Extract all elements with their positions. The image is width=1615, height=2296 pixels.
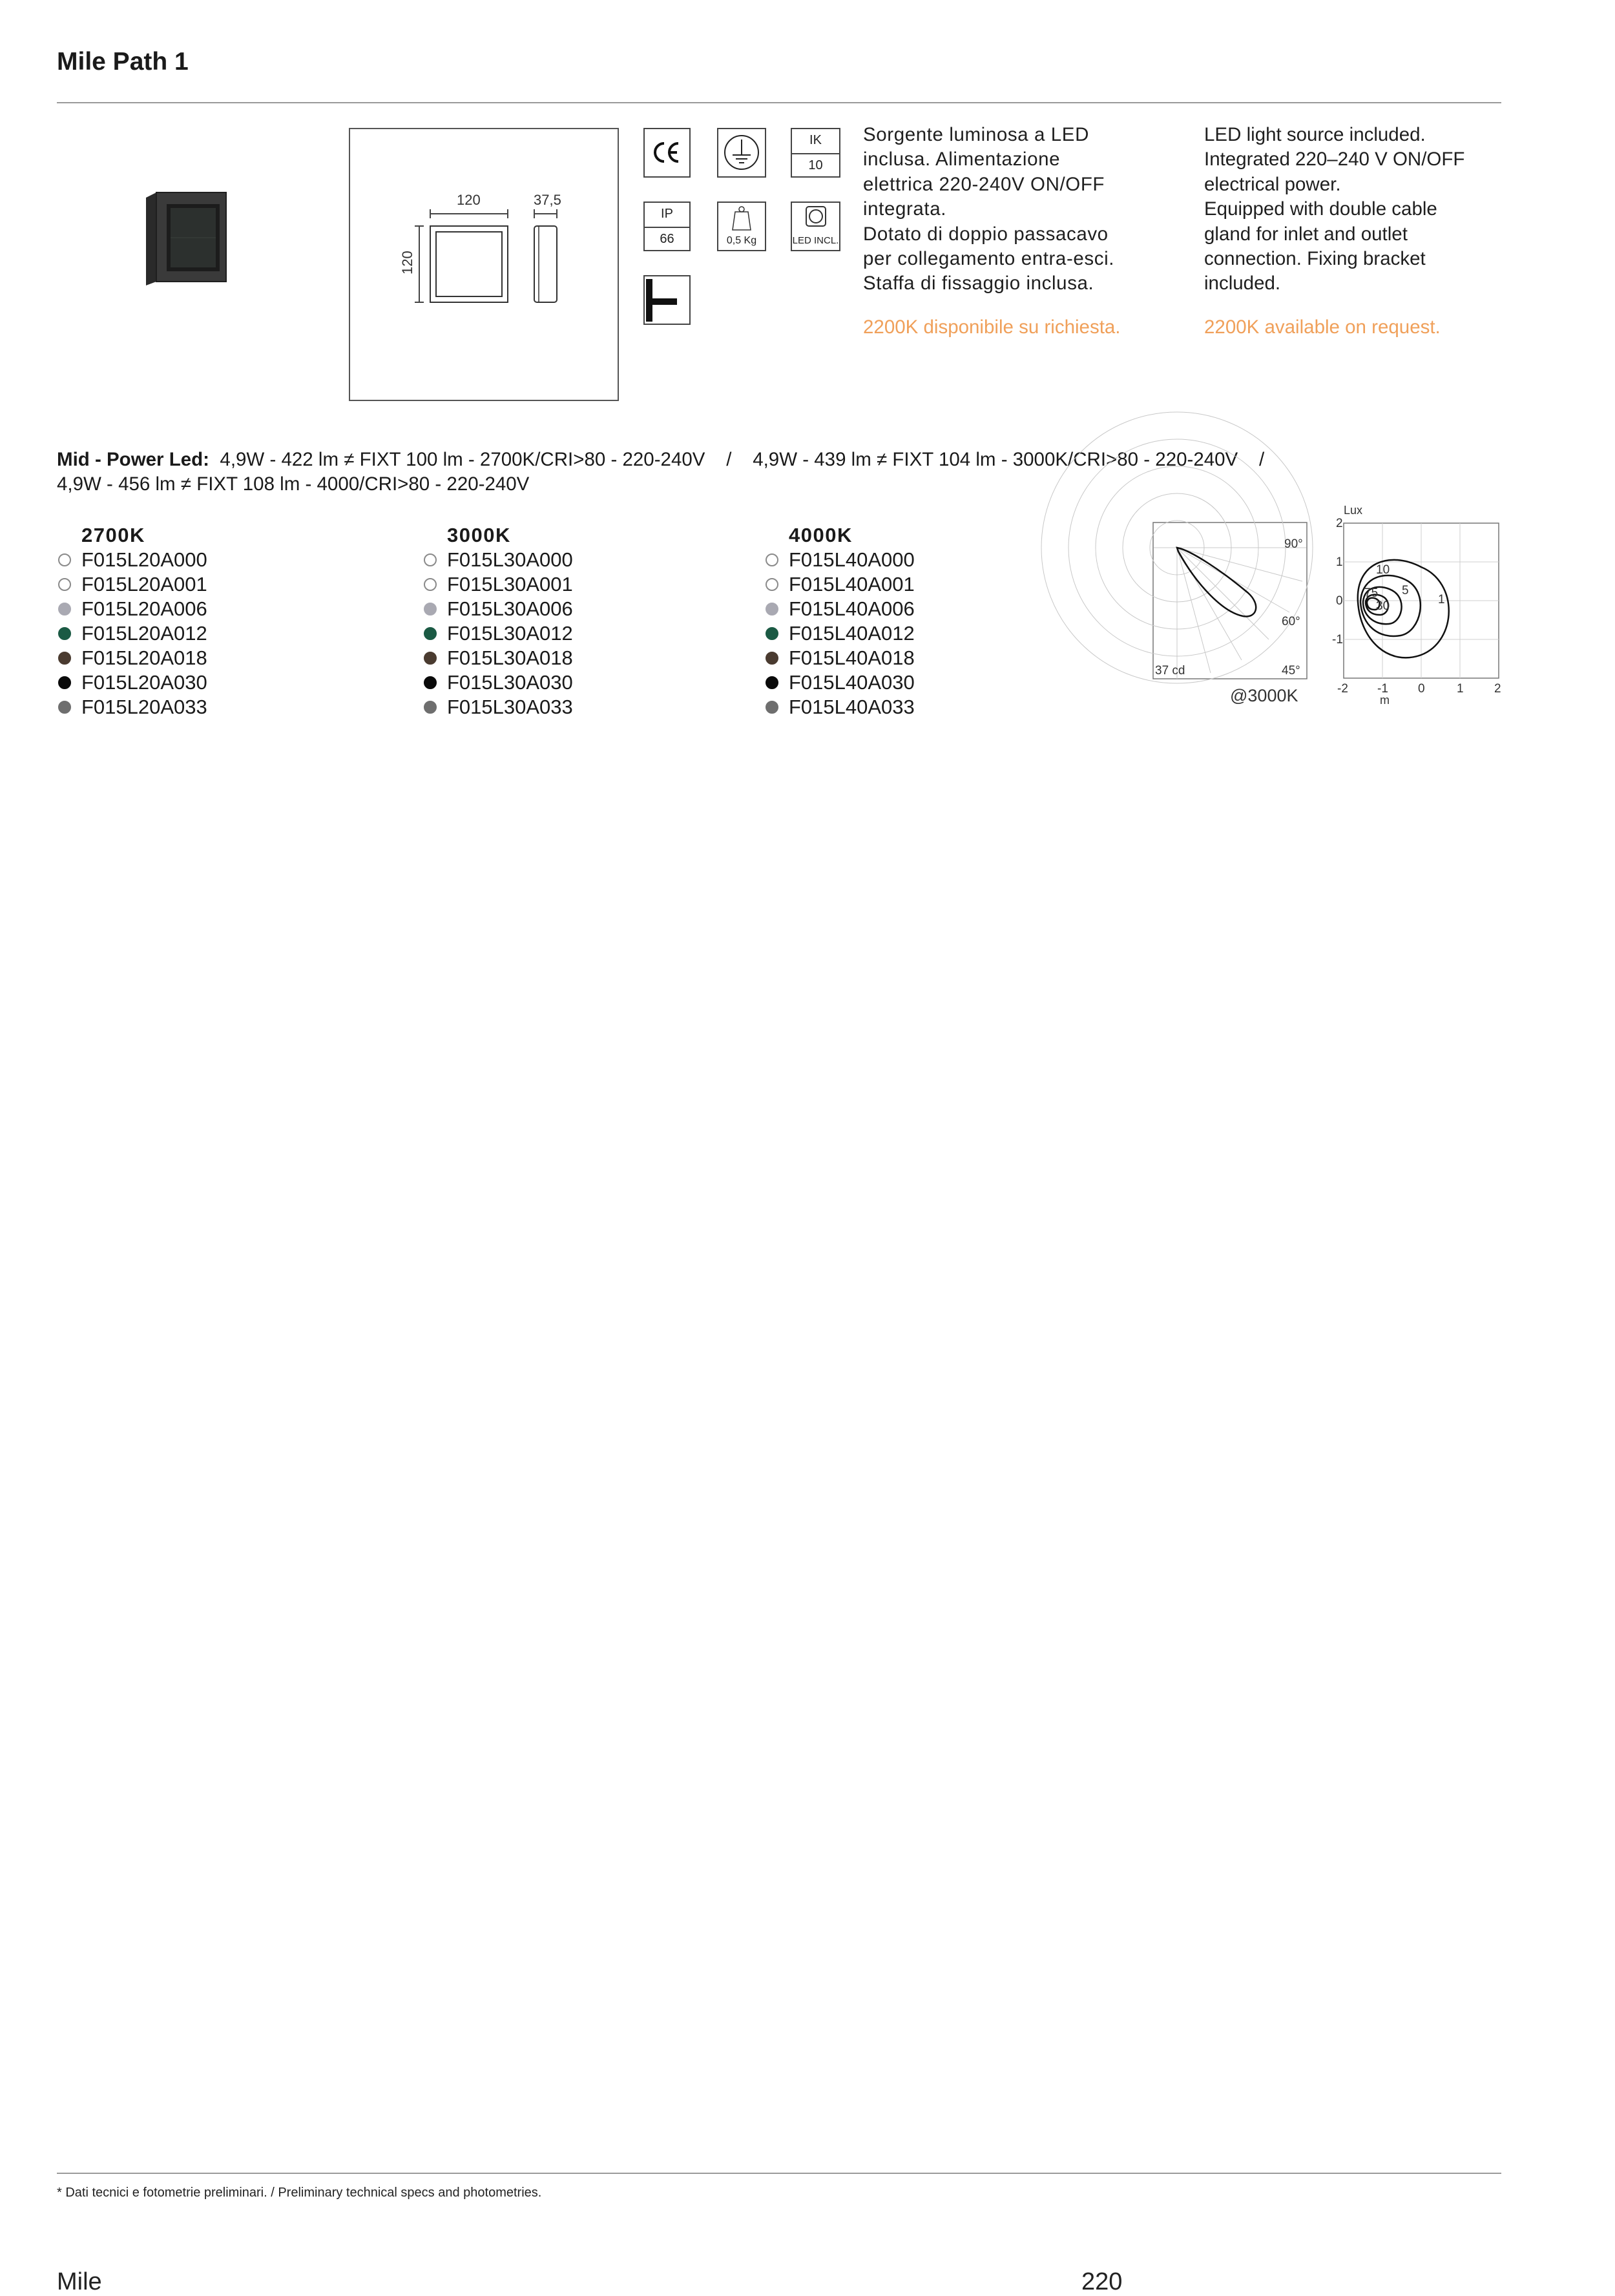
led-incl-label: LED INCL. (792, 235, 839, 246)
variant-row (58, 670, 207, 695)
depth-dimension-label: 37,5 (534, 192, 561, 208)
description-line: elettrica 220-240V ON/OFF (863, 173, 1105, 195)
variant-row (424, 572, 573, 597)
description-english (1204, 123, 1464, 296)
description-line: Dotato di doppio passacavo (863, 223, 1109, 245)
description-line: Sorgente luminosa a LED (863, 124, 1089, 145)
variant-code: F015L20A006 (81, 597, 207, 620)
page-number: 220 (1081, 2268, 1123, 2295)
width-dimension-label: 120 (457, 192, 481, 208)
cct-heading: 3000K (447, 524, 511, 546)
finish-swatch-icon (58, 652, 71, 665)
variant-code: F015L20A012 (81, 622, 207, 645)
variant-code: F015L40A018 (789, 646, 915, 669)
x-tick-label: 0 (1418, 682, 1425, 696)
x-tick-label: -2 (1337, 682, 1348, 696)
finish-swatch-icon (58, 676, 71, 689)
variant-code: F015L30A033 (447, 696, 573, 718)
variant-column-2700k (58, 523, 207, 719)
variant-code: F015L30A030 (447, 671, 573, 694)
lux-unit-label: Lux (1344, 504, 1363, 517)
isolux-chart (1324, 505, 1505, 705)
variant-row (424, 646, 573, 670)
variant-code: F015L40A006 (789, 597, 915, 620)
power-specs (57, 448, 1264, 497)
description-line: Integrated 220–240 V ON/OFF (1204, 149, 1465, 171)
variant-code: F015L20A000 (81, 548, 207, 571)
variant-row (424, 670, 573, 695)
description-line: gland for inlet and outlet (1204, 223, 1408, 245)
footer-product-name: Mile (57, 2268, 102, 2295)
variant-code: F015L20A018 (81, 646, 207, 669)
finish-swatch-icon (58, 553, 71, 566)
description-line: integrata. (863, 198, 946, 220)
height-dimension-label: 120 (399, 251, 415, 274)
chart-caption: @3000K (1230, 686, 1298, 705)
ce-mark-icon (643, 128, 691, 178)
y-tick-label: 0 (1336, 594, 1343, 608)
finish-swatch-icon (424, 578, 437, 591)
description-line: LED light source included. (1204, 124, 1426, 145)
variant-code: F015L20A033 (81, 696, 207, 718)
variant-code: F015L40A030 (789, 671, 915, 694)
variant-row (766, 597, 915, 621)
y-tick-label: -1 (1332, 633, 1343, 646)
variant-column-3000k (424, 523, 573, 719)
description-line: inclusa. Alimentazione (863, 149, 1061, 171)
variant-row (58, 695, 207, 719)
finish-swatch-icon (424, 701, 437, 714)
wall-mount-icon (643, 275, 691, 325)
description-line: electrical power. (1204, 173, 1341, 195)
specs-line-1: 4,9W - 422 lm ≠ FIXT 100 lm - 2700K/CRI>80 - 220-240V / 4,9W - 439 lm ≠ FIXT 104 lm - 3000K/CRI>80 - 220-240V / (220, 449, 1265, 470)
x-tick-label: -1 (1377, 682, 1388, 696)
finish-swatch-icon (766, 701, 778, 714)
weight-label: 0,5 Kg (726, 235, 757, 246)
variant-code: F015L30A012 (447, 622, 573, 645)
variant-row (766, 695, 915, 719)
variant-code: F015L30A001 (447, 573, 573, 595)
specs-label: Mid - Power Led: (57, 449, 209, 470)
availability-note-english: 2200K available on request. (1204, 316, 1441, 338)
cct-heading: 4000K (789, 524, 853, 546)
finish-swatch-icon (424, 676, 437, 689)
x-tick-label: 1 (1457, 682, 1464, 696)
x-unit-label: m (1380, 694, 1390, 707)
intensity-label: 37 cd (1155, 664, 1185, 677)
variant-code: F015L40A001 (789, 573, 915, 595)
ip-rating-icon (643, 202, 691, 251)
polar-distribution-chart (1152, 522, 1308, 709)
ik-label: IK (809, 133, 822, 147)
finish-swatch-icon (424, 627, 437, 640)
variant-code: F015L40A033 (789, 696, 915, 718)
earth-ground-icon (717, 128, 766, 178)
variant-row (766, 621, 915, 646)
contour-label: 1 (1438, 593, 1445, 606)
finish-swatch-icon (58, 627, 71, 640)
variant-row (424, 695, 573, 719)
description-line: included. (1204, 273, 1281, 295)
variant-row (766, 548, 915, 572)
product-image (143, 191, 227, 287)
variant-row (766, 646, 915, 670)
finish-swatch-icon (58, 701, 71, 714)
finish-swatch-icon (766, 652, 778, 665)
finish-swatch-icon (766, 676, 778, 689)
angle-90-label: 90° (1284, 537, 1303, 551)
finish-swatch-icon (766, 627, 778, 640)
page-title: Mile Path 1 (57, 48, 189, 76)
led-included-icon (791, 202, 840, 251)
technical-drawing (349, 128, 619, 401)
variant-row (58, 646, 207, 670)
ik-rating-icon (791, 128, 840, 178)
description-line: per collegamento entra-esci. (863, 248, 1115, 270)
variant-row (58, 597, 207, 621)
weight-icon (717, 202, 766, 251)
variant-row (424, 621, 573, 646)
specs-line-2: 4,9W - 456 lm ≠ FIXT 108 lm - 4000/CRI>80 - 220-240V (57, 473, 530, 495)
finish-swatch-icon (424, 652, 437, 665)
description-italian (863, 123, 1114, 296)
finish-swatch-icon (424, 553, 437, 566)
ik-value: 10 (808, 158, 823, 172)
finish-swatch-icon (58, 578, 71, 591)
footer-divider (57, 2173, 1501, 2174)
variant-row (424, 548, 573, 572)
contour-label: 10 (1376, 563, 1390, 577)
variant-code: F015L30A000 (447, 548, 573, 571)
variant-row (58, 621, 207, 646)
x-tick-label: 2 (1494, 682, 1501, 696)
variant-column-4000k (766, 523, 915, 719)
variant-row (58, 572, 207, 597)
variant-code: F015L30A006 (447, 597, 573, 620)
finish-swatch-icon (58, 603, 71, 615)
y-tick-label: 2 (1336, 517, 1343, 530)
angle-45-label: 45° (1282, 664, 1300, 677)
description-line: Staffa di fissaggio inclusa. (863, 273, 1094, 295)
finish-swatch-icon (766, 578, 778, 591)
cct-heading: 2700K (81, 524, 145, 546)
variant-code: F015L20A030 (81, 671, 207, 694)
variant-row (766, 572, 915, 597)
ip-label: IP (661, 207, 673, 221)
variant-code: F015L40A000 (789, 548, 915, 571)
description-line: connection. Fixing bracket (1204, 248, 1426, 270)
contour-label: 5 (1402, 584, 1409, 597)
availability-note-italian: 2200K disponibile su richiesta. (863, 316, 1121, 338)
description-line: Equipped with double cable (1204, 198, 1437, 220)
variant-row (424, 597, 573, 621)
y-tick-label: 1 (1336, 555, 1343, 569)
variant-code: F015L30A018 (447, 646, 573, 669)
variant-code: F015L40A012 (789, 622, 915, 645)
finish-swatch-icon (766, 553, 778, 566)
ip-value: 66 (660, 232, 674, 246)
finish-swatch-icon (766, 603, 778, 615)
variant-row (58, 548, 207, 572)
finish-swatch-icon (424, 603, 437, 615)
angle-60-label: 60° (1282, 615, 1300, 628)
contour-label: 30 (1376, 599, 1390, 613)
contour-label: 75 (1364, 586, 1379, 600)
variant-code: F015L20A001 (81, 573, 207, 595)
variant-row (766, 670, 915, 695)
footnote: * Dati tecnici e fotometrie preliminari. / Preliminary technical specs and photometries. (57, 2186, 542, 2200)
header-divider (57, 102, 1501, 103)
